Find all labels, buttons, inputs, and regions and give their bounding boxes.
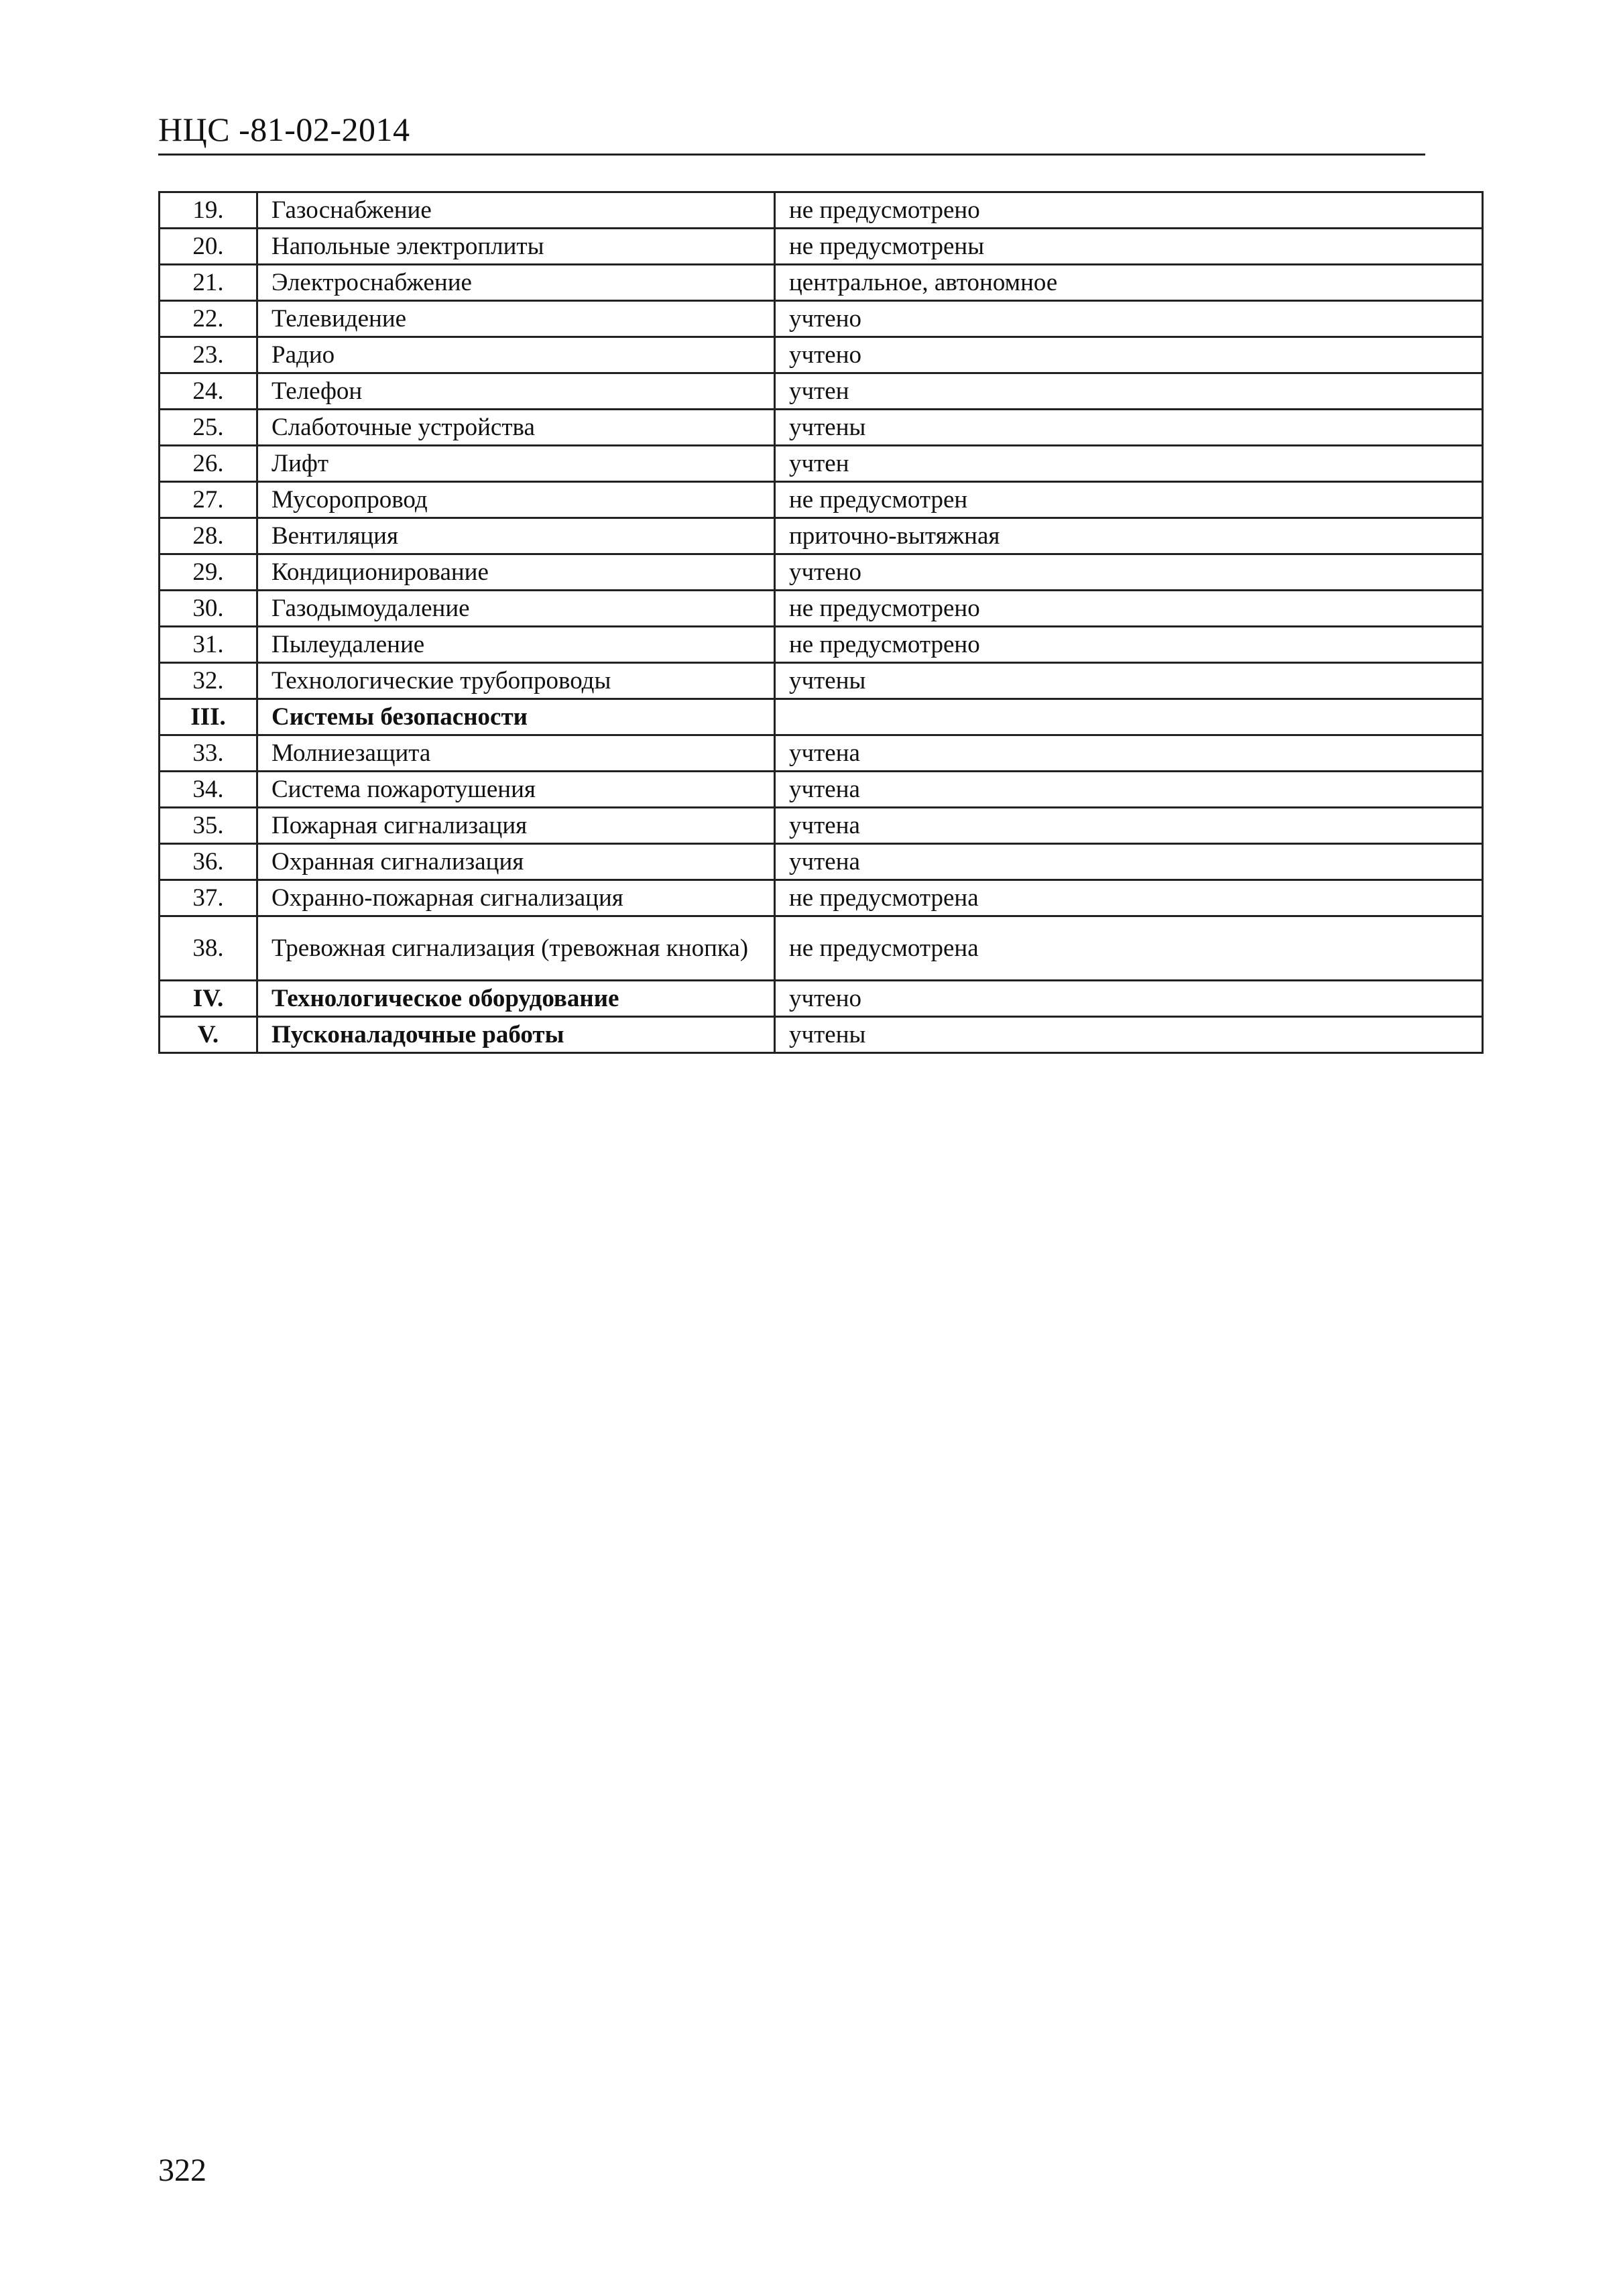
row-status-cell: учтена	[775, 735, 1483, 772]
row-status-cell: учтено	[775, 554, 1483, 591]
table-row	[160, 735, 1483, 772]
table-row	[160, 446, 1483, 482]
row-name-cell: Телевидение	[257, 301, 775, 337]
row-name-cell: Охранно-пожарная сигнализация	[257, 880, 775, 916]
row-number-cell: 38.	[160, 916, 257, 981]
row-name-cell: Системы безопасности	[257, 699, 775, 735]
row-name-cell: Газодымоудаление	[257, 591, 775, 627]
page-number: 322	[158, 2153, 206, 2188]
specification-table	[158, 191, 1484, 1054]
row-status-cell: не предусмотрен	[775, 482, 1483, 518]
row-status-cell: не предусмотрена	[775, 880, 1483, 916]
table-row	[160, 663, 1483, 699]
row-name-cell: Кондиционирование	[257, 554, 775, 591]
table-row	[160, 808, 1483, 844]
table-row	[160, 229, 1483, 265]
row-status-cell: учтены	[775, 410, 1483, 446]
row-number-cell: 30.	[160, 591, 257, 627]
row-status-cell: не предусмотрена	[775, 916, 1483, 981]
table-row	[160, 591, 1483, 627]
row-status-cell: учтена	[775, 844, 1483, 880]
row-status-cell: учтено	[775, 301, 1483, 337]
row-status-cell: приточно-вытяжная	[775, 518, 1483, 554]
row-name-cell: Пылеудаление	[257, 627, 775, 663]
row-number-cell: 24.	[160, 373, 257, 410]
row-number-cell: 33.	[160, 735, 257, 772]
row-status-cell: не предусмотрено	[775, 192, 1483, 229]
row-status-cell: не предусмотрено	[775, 627, 1483, 663]
row-status-cell: учтены	[775, 1017, 1483, 1053]
table-row	[160, 554, 1483, 591]
row-status-cell: учтена	[775, 772, 1483, 808]
row-name-cell: Пусконаладочные работы	[257, 1017, 775, 1053]
table-row	[160, 518, 1483, 554]
row-status-cell: учтены	[775, 663, 1483, 699]
row-number-cell: 26.	[160, 446, 257, 482]
row-name-cell: Система пожаротушения	[257, 772, 775, 808]
row-name-cell: Технологическое оборудование	[257, 981, 775, 1017]
row-name-cell: Электроснабжение	[257, 265, 775, 301]
row-name-cell: Охранная сигнализация	[257, 844, 775, 880]
row-status-cell: учтено	[775, 337, 1483, 373]
row-number-cell: 25.	[160, 410, 257, 446]
row-number-cell: 28.	[160, 518, 257, 554]
row-name-cell: Мусоропровод	[257, 482, 775, 518]
row-number-cell: 36.	[160, 844, 257, 880]
table-row	[160, 916, 1483, 981]
row-name-cell: Вентиляция	[257, 518, 775, 554]
table-row	[160, 265, 1483, 301]
row-number-cell: 29.	[160, 554, 257, 591]
table-row	[160, 410, 1483, 446]
row-name-cell: Напольные электроплиты	[257, 229, 775, 265]
row-name-cell: Газоснабжение	[257, 192, 775, 229]
row-number-cell: 37.	[160, 880, 257, 916]
row-number-cell: 35.	[160, 808, 257, 844]
table-row	[160, 844, 1483, 880]
row-number-cell: 34.	[160, 772, 257, 808]
row-number-cell: 19.	[160, 192, 257, 229]
row-name-cell: Технологические трубопроводы	[257, 663, 775, 699]
specification-table-body	[160, 192, 1483, 1053]
table-row	[160, 301, 1483, 337]
document-code: НЦС -81-02-2014	[158, 111, 410, 148]
table-section-row	[160, 699, 1483, 735]
row-status-cell: учтена	[775, 808, 1483, 844]
table-row	[160, 880, 1483, 916]
table-row	[160, 192, 1483, 229]
row-status-cell: учтено	[775, 981, 1483, 1017]
row-status-cell: центральное, автономное	[775, 265, 1483, 301]
row-number-cell: III.	[160, 699, 257, 735]
row-number-cell: 22.	[160, 301, 257, 337]
row-name-cell: Телефон	[257, 373, 775, 410]
table-row	[160, 482, 1483, 518]
row-status-cell	[775, 699, 1483, 735]
row-name-cell: Тревожная сигнализация (тревожная кнопка)	[257, 916, 775, 981]
document-header	[158, 107, 1425, 156]
row-number-cell: 20.	[160, 229, 257, 265]
row-name-cell: Молниезащита	[257, 735, 775, 772]
row-name-cell: Лифт	[257, 446, 775, 482]
table-row	[160, 627, 1483, 663]
row-name-cell: Радио	[257, 337, 775, 373]
row-name-cell: Слаботочные устройства	[257, 410, 775, 446]
row-name-cell: Пожарная сигнализация	[257, 808, 775, 844]
row-number-cell: 23.	[160, 337, 257, 373]
row-number-cell: 27.	[160, 482, 257, 518]
table-section-row	[160, 981, 1483, 1017]
row-number-cell: V.	[160, 1017, 257, 1053]
row-status-cell: учтен	[775, 446, 1483, 482]
row-number-cell: 31.	[160, 627, 257, 663]
row-status-cell: учтен	[775, 373, 1483, 410]
row-number-cell: IV.	[160, 981, 257, 1017]
row-status-cell: не предусмотрено	[775, 591, 1483, 627]
row-status-cell: не предусмотрены	[775, 229, 1483, 265]
row-number-cell: 21.	[160, 265, 257, 301]
table-row	[160, 373, 1483, 410]
row-number-cell: 32.	[160, 663, 257, 699]
table-section-row	[160, 1017, 1483, 1053]
table-row	[160, 772, 1483, 808]
table-row	[160, 337, 1483, 373]
